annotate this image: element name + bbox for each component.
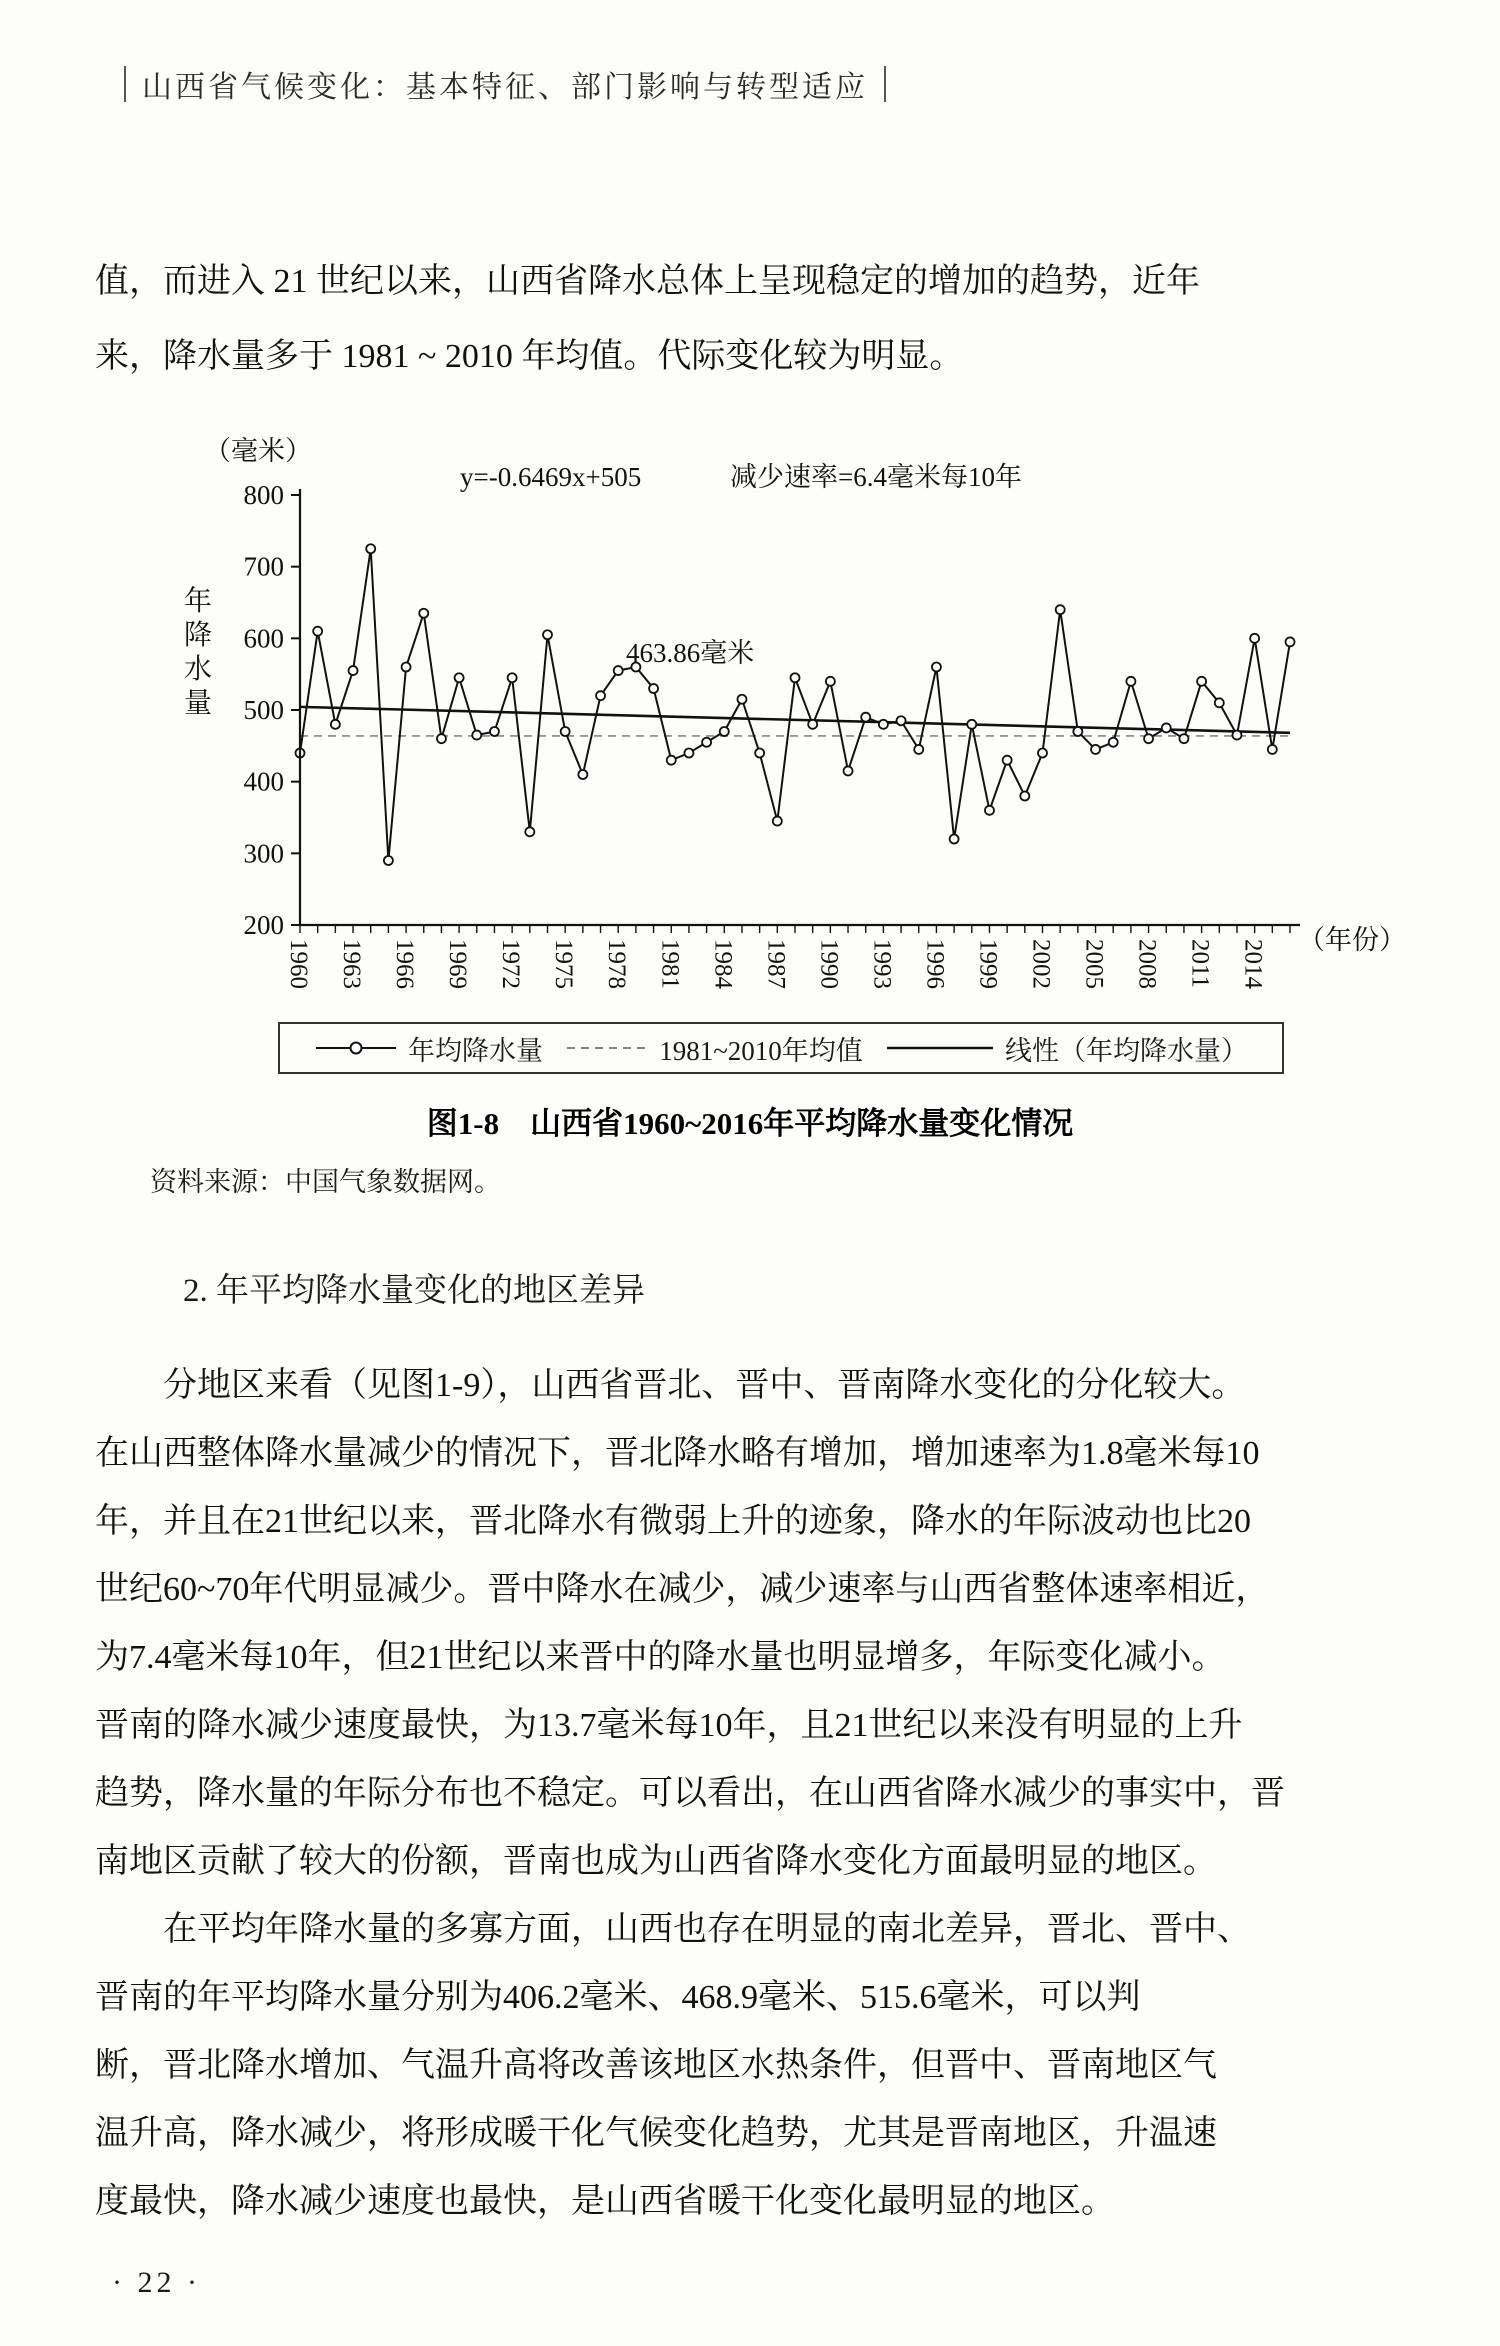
svg-text:1972: 1972 [497,939,525,989]
paragraph-line: 断，晋北降水增加、气温升高将改善该地区水热条件，但晋中、晋南地区气 [95,2047,1217,2084]
precipitation-line-chart [140,430,1410,1015]
svg-text:1993: 1993 [868,939,896,989]
paragraph-line: 晋南的降水减少速度最快，为13.7毫米每10年，且21世纪以来没有明显的上升 [95,1707,1243,1744]
paragraph-line: 晋南的年平均降水量分别为406.2毫米、468.9毫米、515.6毫米，可以判 [95,1979,1141,2016]
legend-label: 线性（年均降水量） [1004,1035,1248,1066]
legend-item-mean [565,1029,863,1068]
legend-label: 1981~2010年均值 [659,1035,863,1066]
solid-line-icon [885,1038,995,1058]
paragraph-line: 在平均年降水量的多寡方面，山西也存在明显的南北差异，晋北、晋中、 [163,1911,1251,1948]
header-divider [124,66,126,102]
svg-text:年: 年 [183,586,213,617]
paragraph-2-and-3 [95,1352,1415,2236]
page-number: · 22 · [112,2266,201,2299]
paragraph-line: 度最快，降水减少速度也最快，是山西省暖干化变化最明显的地区。 [95,2183,1115,2220]
paragraph-line: 为7.4毫米每10年，但21世纪以来晋中的降水量也明显增多，年际变化减小。 [95,1639,1226,1676]
svg-text:1999: 1999 [974,939,1002,989]
svg-text:（毫米）: （毫米） [204,436,312,466]
figure-caption: 图1-8 山西省1960~2016年平均降水量变化情况 [426,1106,1074,1141]
running-header [108,62,902,106]
legend-item-trend [885,1029,1248,1068]
svg-text:1990: 1990 [815,939,843,989]
svg-text:300: 300 [243,838,284,869]
svg-text:2002: 2002 [1027,939,1055,989]
legend-item-series [314,1029,543,1068]
svg-text:y=-0.6469x+505: y=-0.6469x+505 [460,462,642,492]
svg-text:1984: 1984 [709,939,737,989]
svg-text:1981: 1981 [656,939,684,989]
section-heading: 2. 年平均降水量变化的地区差异 [183,1273,645,1309]
svg-text:2014: 2014 [1239,939,1267,989]
paragraph-line: 值，而进入 21 世纪以来，山西省降水总体上呈现稳定的增加的趋势，近年 [95,263,1200,300]
svg-text:减少速率=6.4毫米每10年: 减少速率=6.4毫米每10年 [730,462,1022,492]
svg-text:500: 500 [243,695,284,725]
paragraph-line: 趋势，降水量的年际分布也不稳定。可以看出，在山西省降水减少的事实中，晋 [95,1775,1285,1812]
svg-text:2008: 2008 [1133,939,1161,989]
data-source-note: 资料来源：中国气象数据网。 [150,1167,501,1197]
dashed-line-icon [565,1038,649,1058]
svg-text:降: 降 [183,620,213,651]
svg-text:1966: 1966 [391,939,419,989]
svg-text:2005: 2005 [1080,939,1108,989]
svg-text:2011: 2011 [1186,939,1214,989]
paragraph-line: 年，并且在21世纪以来，晋北降水有微弱上升的迹象，降水的年际波动也比20 [95,1503,1251,1540]
paragraph-line: 来，降水量多于 1981 ~ 2010 年均值。代际变化较为明显。 [95,338,964,375]
svg-text:1963: 1963 [338,939,366,989]
header-title: 山西省气候变化：基本特征、部门影响与转型适应 [142,71,868,104]
svg-text:1975: 1975 [550,939,578,989]
svg-text:463.86毫米: 463.86毫米 [626,638,755,668]
paragraph-line: 世纪60~70年代明显减少。晋中降水在减少，减少速率与山西省整体速率相近， [95,1571,1270,1608]
chart-legend [278,1022,1284,1074]
svg-text:1960: 1960 [285,939,312,989]
svg-text:1996: 1996 [921,939,949,989]
line-with-marker-icon [314,1038,398,1058]
legend-label: 年均降水量 [408,1035,543,1066]
paragraph-line: 南地区贡献了较大的份额，晋南也成为山西省降水变化方面最明显的地区。 [95,1843,1217,1880]
svg-text:200: 200 [243,910,284,940]
svg-text:量: 量 [183,688,213,719]
header-divider [884,66,886,102]
paragraph-1 [95,244,1415,394]
svg-text:（年份）: （年份） [1298,925,1406,955]
svg-text:1978: 1978 [603,939,631,989]
svg-text:水: 水 [183,654,213,685]
paragraph-line: 温升高，降水减少，将形成暖干化气候变化趋势，尤其是晋南地区，升温速 [95,2115,1217,2152]
precipitation-chart-area [140,430,1410,1015]
svg-text:700: 700 [243,551,284,582]
svg-text:600: 600 [243,623,284,654]
paragraph-line: 在山西整体降水量减少的情况下，晋北降水略有增加，增加速率为1.8毫米每10 [95,1435,1260,1472]
svg-text:1969: 1969 [444,939,472,989]
paragraph-line: 分地区来看（见图1-9），山西省晋北、晋中、晋南降水变化的分化较大。 [163,1367,1246,1404]
svg-text:400: 400 [243,766,284,797]
svg-text:1987: 1987 [762,939,790,989]
svg-text:800: 800 [243,480,284,510]
